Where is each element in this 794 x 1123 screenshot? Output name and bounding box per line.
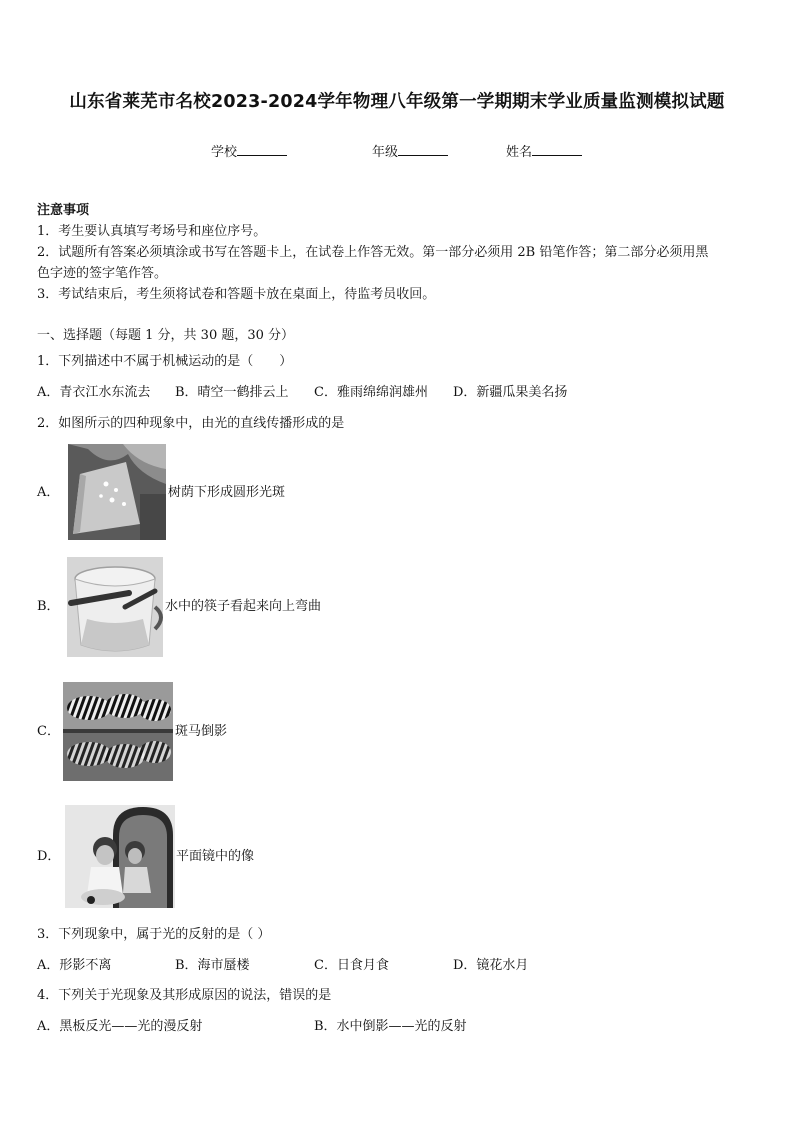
q1-option-a: A．青衣江水东流去 <box>37 385 151 400</box>
q2-option-b-letter: B． <box>37 599 60 614</box>
exam-title: 山东省莱芜市名校2023-2024学年物理八年级第一学期期末学业质量监测模拟试题 <box>69 92 725 112</box>
name-label: 姓名 <box>506 145 533 160</box>
grade-label: 年级 <box>372 145 399 160</box>
grade-blank <box>398 142 448 156</box>
q3-option-b: B．海市蜃楼 <box>175 958 250 973</box>
question-3-stem: 3．下列现象中，属于光的反射的是（ ） <box>37 927 271 942</box>
notice-heading: 注意事项 <box>37 203 90 218</box>
q2-option-c-letter: C． <box>37 724 60 739</box>
q1-option-b: B．晴空一鹤排云上 <box>175 385 289 400</box>
zebra-reflection-photo <box>63 682 173 781</box>
q2-option-c-caption: 斑马倒影 <box>175 724 228 739</box>
notice-item: 2．试题所有答案必须填涂或书写在答题卡上，在试卷上作答无效。第一部分必须用 2B 铅笔作答；第二部分必须用黑 <box>37 245 709 260</box>
question-4-stem: 4．下列关于光现象及其形成原因的说法，错误的是 <box>37 988 332 1003</box>
q2-option-d-caption: 平面镜中的像 <box>176 849 255 864</box>
grade-field <box>372 141 448 160</box>
school-field <box>211 141 287 160</box>
name-blank <box>532 142 582 156</box>
notice-item: 1．考生要认真填写考场号和座位序号。 <box>37 224 267 239</box>
q4-option-a: A．黑板反光——光的漫反射 <box>37 1019 203 1034</box>
q3-option-c: C．日食月食 <box>314 958 389 973</box>
q4-option-b: B．水中倒影——光的反射 <box>314 1019 467 1034</box>
notice-item: 3．考试结束后，考生须将试卷和答题卡放在桌面上，待监考员收回。 <box>37 287 436 302</box>
q2-option-d-letter: D． <box>37 849 61 864</box>
q2-option-b-caption: 水中的筷子看起来向上弯曲 <box>165 599 322 614</box>
question-1-stem: 1．下列描述中不属于机械运动的是（ ） <box>37 354 293 369</box>
school-blank <box>237 142 287 156</box>
child-mirror-photo <box>65 805 175 908</box>
notice-item: 色字迹的签字笔作答。 <box>37 266 168 281</box>
q3-option-d: D．镜花水月 <box>453 958 529 973</box>
q2-option-a-caption: 树荫下形成圆形光斑 <box>168 485 286 500</box>
q1-option-c: C．雅雨绵绵润雄州 <box>314 385 428 400</box>
chopstick-in-cup-photo <box>67 557 163 657</box>
name-field <box>506 141 582 160</box>
q2-option-a-letter: A． <box>37 485 60 500</box>
q1-option-d: D．新疆瓜果美名扬 <box>453 385 568 400</box>
section-heading: 一、选择题（每题 1 分，共 30 题，30 分） <box>37 328 295 343</box>
school-label: 学校 <box>211 145 238 160</box>
tree-shadow-light-spots-photo <box>68 444 166 540</box>
q3-option-a: A．形影不离 <box>37 958 112 973</box>
question-2-stem: 2．如图所示的四种现象中，由光的直线传播形成的是 <box>37 416 345 431</box>
